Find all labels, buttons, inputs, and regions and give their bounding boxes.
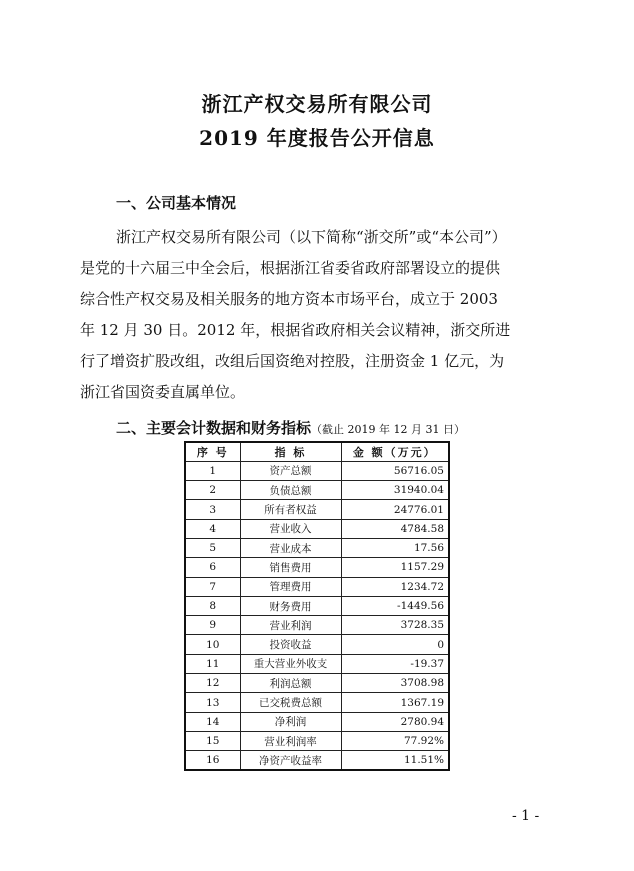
row-indicator: 负债总额 — [240, 481, 341, 500]
page-number: - 1 - — [512, 808, 540, 824]
paragraph-line: 行了增资扩股改组，改组后国资绝对控股，注册资金 1 亿元，为 — [80, 352, 505, 370]
row-indicator: 已交税费总额 — [240, 693, 341, 712]
header-amount: 金 额（万元） — [341, 442, 449, 461]
table-row — [185, 616, 449, 635]
table-row — [185, 500, 449, 519]
row-index: 3 — [185, 500, 240, 519]
table-row — [185, 481, 449, 500]
row-amount: 1234.72 — [341, 577, 449, 596]
row-amount: 4784.58 — [341, 519, 449, 538]
header-index: 序 号 — [185, 442, 240, 461]
row-index: 13 — [185, 693, 240, 712]
row-amount: 31940.04 — [341, 481, 449, 500]
table-row — [185, 674, 449, 693]
section1-heading: 一、公司基本情况 — [116, 194, 237, 212]
row-index: 1 — [185, 461, 240, 480]
table-row — [185, 461, 449, 480]
table-row — [185, 558, 449, 577]
row-amount: -1449.56 — [341, 596, 449, 615]
table-row — [185, 654, 449, 673]
section2-date-note: （截止 2019 年 12 月 31 日） — [311, 423, 465, 436]
row-amount: 1367.19 — [341, 693, 449, 712]
table-header-row — [185, 442, 449, 461]
row-amount: 1157.29 — [341, 558, 449, 577]
row-index: 2 — [185, 481, 240, 500]
row-index: 4 — [185, 519, 240, 538]
row-indicator: 销售费用 — [240, 558, 341, 577]
financial-indicators-table — [184, 441, 450, 771]
row-indicator: 资产总额 — [240, 461, 341, 480]
row-amount: 56716.05 — [341, 461, 449, 480]
table-row — [185, 751, 449, 770]
paragraph-line: 浙江省国资委直属单位。 — [80, 383, 246, 401]
row-indicator: 净资产收益率 — [240, 751, 341, 770]
header-indicator: 指 标 — [240, 442, 341, 461]
row-indicator: 投资收益 — [240, 635, 341, 654]
row-index: 16 — [185, 751, 240, 770]
row-index: 6 — [185, 558, 240, 577]
row-amount: 77.92% — [341, 731, 449, 750]
section2-heading-text: 二、主要会计数据和财务指标 — [116, 419, 312, 437]
row-index: 15 — [185, 731, 240, 750]
row-amount: 17.56 — [341, 538, 449, 557]
row-amount: 3728.35 — [341, 616, 449, 635]
row-amount: 3708.98 — [341, 674, 449, 693]
table-row — [185, 519, 449, 538]
row-indicator: 利润总额 — [240, 674, 341, 693]
row-index: 10 — [185, 635, 240, 654]
row-indicator: 重大营业外收支 — [240, 654, 341, 673]
row-amount: -19.37 — [341, 654, 449, 673]
paragraph-line: 是党的十六届三中全会后，根据浙江省委省政府部署设立的提供 — [80, 259, 501, 277]
row-indicator: 营业成本 — [240, 538, 341, 557]
row-indicator: 财务费用 — [240, 596, 341, 615]
paragraph-line: 综合性产权交易及相关服务的地方资本市场平台，成立于 2003 — [80, 290, 498, 308]
table-row — [185, 577, 449, 596]
row-amount: 2780.94 — [341, 712, 449, 731]
table-row — [185, 635, 449, 654]
row-amount: 0 — [341, 635, 449, 654]
row-index: 11 — [185, 654, 240, 673]
row-index: 14 — [185, 712, 240, 731]
table-row — [185, 693, 449, 712]
table-row — [185, 712, 449, 731]
table-row — [185, 538, 449, 557]
row-amount: 11.51% — [341, 751, 449, 770]
row-indicator: 营业利润率 — [240, 731, 341, 750]
paragraph-line: 年 12 月 30 日。2012 年，根据省政府相关会议精神，浙交所进 — [80, 321, 511, 339]
row-indicator: 营业收入 — [240, 519, 341, 538]
row-amount: 24776.01 — [341, 500, 449, 519]
row-index: 12 — [185, 674, 240, 693]
section2-heading — [116, 417, 465, 438]
row-indicator: 营业利润 — [240, 616, 341, 635]
table-row — [185, 731, 449, 750]
row-index: 7 — [185, 577, 240, 596]
document-subtitle: 2019 年度报告公开信息 — [199, 126, 435, 150]
row-indicator: 所有者权益 — [240, 500, 341, 519]
row-indicator: 管理费用 — [240, 577, 341, 596]
row-index: 9 — [185, 616, 240, 635]
row-indicator: 净利润 — [240, 712, 341, 731]
paragraph-line: 浙江产权交易所有限公司（以下简称“浙交所”或“本公司”） — [116, 228, 507, 246]
table-row — [185, 596, 449, 615]
row-index: 5 — [185, 538, 240, 557]
row-index: 8 — [185, 596, 240, 615]
document-title: 浙江产权交易所有限公司 — [201, 92, 433, 116]
section1-paragraph — [80, 222, 556, 408]
